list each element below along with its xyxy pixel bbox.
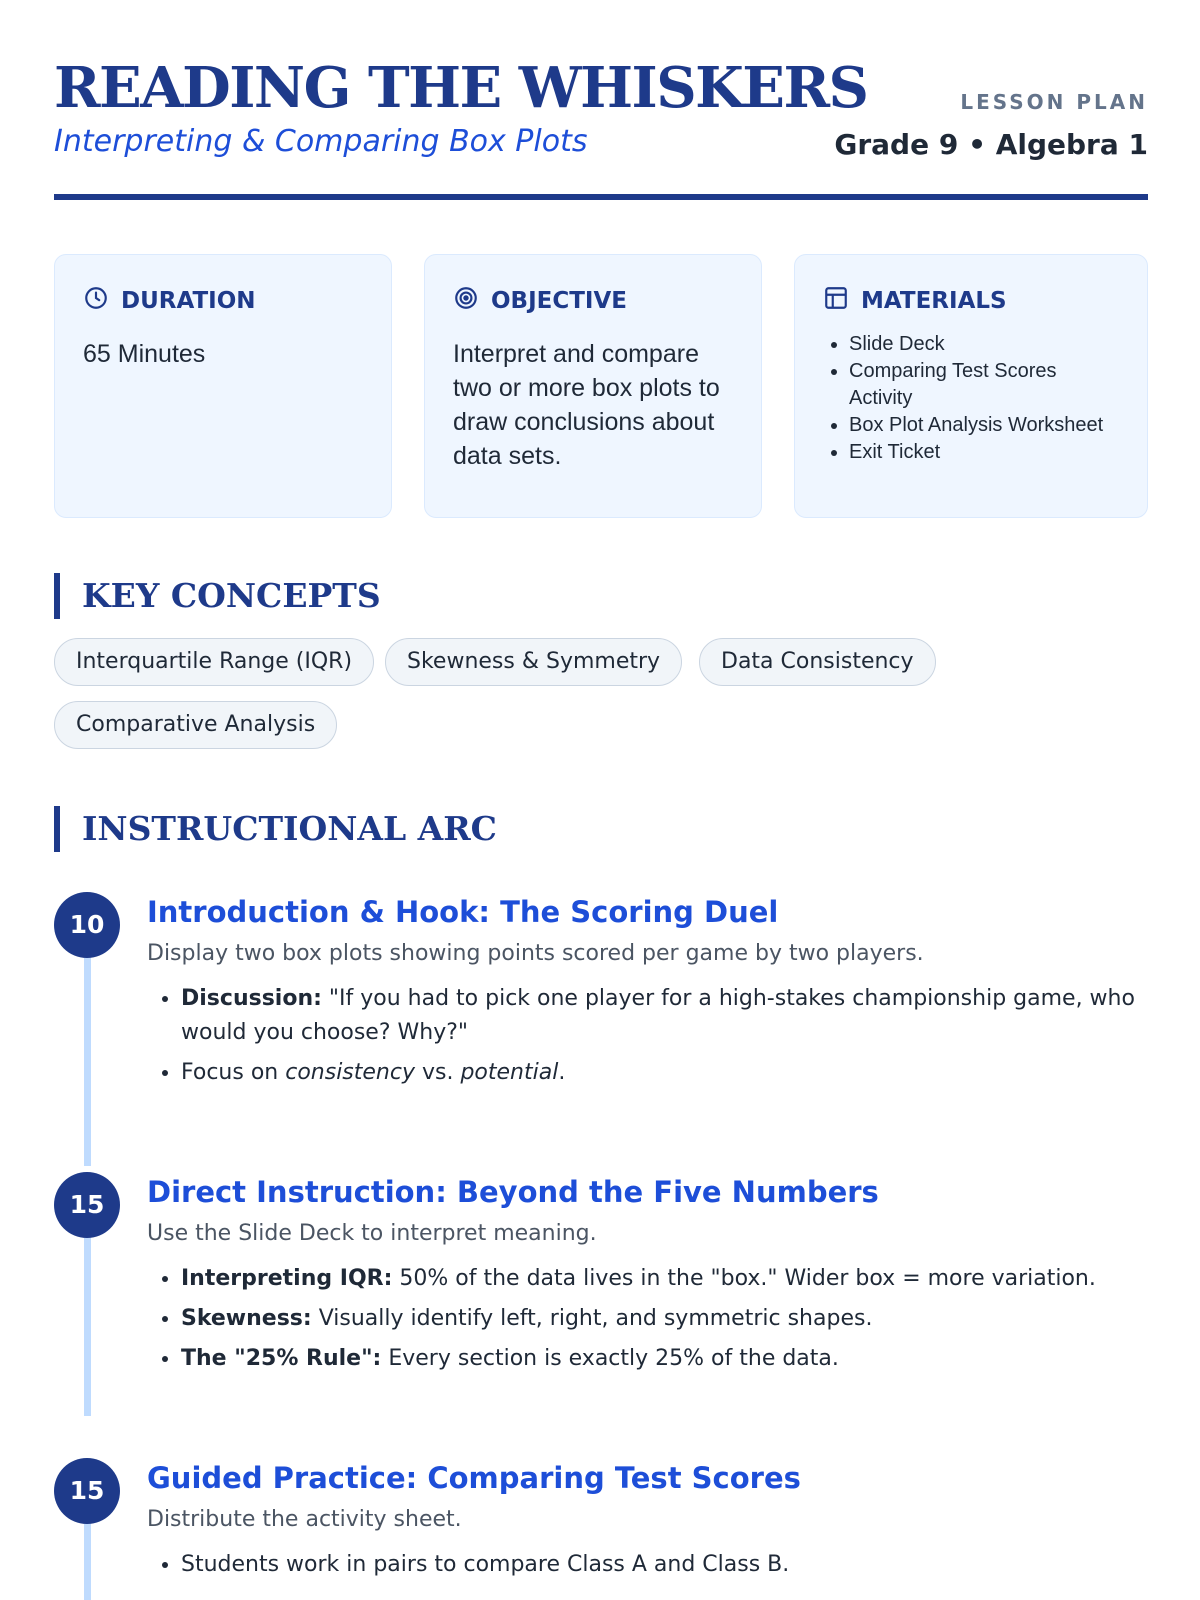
lesson-meta [834, 90, 1148, 161]
materials-label: MATERIALS [861, 288, 1007, 314]
timeline-line [84, 1238, 91, 1416]
materials-item: • Comparing Test Scores Activity [849, 358, 1119, 412]
step-bullets [147, 1262, 1148, 1376]
step-content [147, 1172, 1148, 1382]
target-icon [453, 285, 479, 317]
step-bullet: • Interpreting IQR: 50% of the data lives in the "box." Wider box = more variation. [181, 1262, 1148, 1296]
step-description: Distribute the activity sheet. [147, 1507, 462, 1532]
step-title: Direct Instruction: Beyond the Five Numbers [147, 1175, 879, 1209]
concept-chip: Interquartile Range (IQR) [54, 638, 374, 686]
header-divider [54, 194, 1148, 200]
step-title: Guided Practice: Comparing Test Scores [147, 1461, 801, 1495]
timeline-line [84, 958, 91, 1166]
step-minutes-badge: 15 [54, 1172, 120, 1238]
clock-icon [83, 285, 109, 317]
step-minutes-badge: 10 [54, 892, 120, 958]
lesson-subtitle: Interpreting & Comparing Box Plots [54, 124, 588, 159]
step-bullet: • Skewness: Visually identify left, right, and symmetric shapes. [181, 1302, 1148, 1336]
step-bullet: • Students work in pairs to compare Class A and Class B. [181, 1548, 1148, 1582]
duration-card [54, 254, 392, 518]
materials-item: • Exit Ticket [849, 439, 1119, 466]
step-bullets [147, 982, 1148, 1090]
concept-chip: Comparative Analysis [54, 701, 337, 749]
step-description: Use the Slide Deck to interpret meaning. [147, 1221, 597, 1246]
instructional-arc-heading: INSTRUCTIONAL ARC [54, 806, 497, 852]
concept-chip: Data Consistency [699, 638, 936, 686]
objective-label: OBJECTIVE [491, 288, 627, 314]
step-bullet: • The "25% Rule": Every section is exactly 25% of the data. [181, 1342, 1148, 1376]
lesson-plan-label: LESSON PLAN [960, 90, 1148, 114]
materials-item: • Slide Deck [849, 331, 1119, 358]
info-cards [54, 254, 1148, 518]
duration-label: DURATION [121, 288, 256, 314]
lesson-title: READING THE WHISKERS [54, 55, 868, 121]
materials-item: • Box Plot Analysis Worksheet [849, 412, 1119, 439]
duration-card-header [83, 285, 363, 317]
step-bullet: • Focus on consistency vs. potential. [181, 1056, 1148, 1090]
objective-card [424, 254, 762, 518]
step-minutes-badge: 15 [54, 1458, 120, 1524]
duration-value: 65 Minutes [83, 340, 206, 368]
step-content [147, 892, 1148, 1096]
materials-card [794, 254, 1148, 518]
objective-text: Interpret and compare two or more box plots to draw conclusions about data sets. [453, 340, 720, 470]
materials-list [823, 331, 1119, 466]
step-bullets [147, 1548, 1148, 1582]
concept-chip: Skewness & Symmetry [385, 638, 682, 686]
objective-card-header [453, 285, 733, 317]
lesson-header [54, 56, 1148, 202]
materials-card-header [823, 285, 1119, 317]
grade-course: Grade 9 • Algebra 1 [834, 128, 1148, 161]
step-content [147, 1458, 1148, 1588]
step-description: Display two box plots showing points scored per game by two players. [147, 941, 924, 966]
key-concepts-heading: KEY CONCEPTS [54, 573, 381, 619]
timeline-line [84, 1524, 91, 1600]
layout-icon [823, 285, 849, 317]
step-bullet: • Discussion: "If you had to pick one player for a high-stakes championship game, who would you choose? Why?" [181, 982, 1148, 1050]
step-title: Introduction & Hook: The Scoring Duel [147, 895, 779, 929]
